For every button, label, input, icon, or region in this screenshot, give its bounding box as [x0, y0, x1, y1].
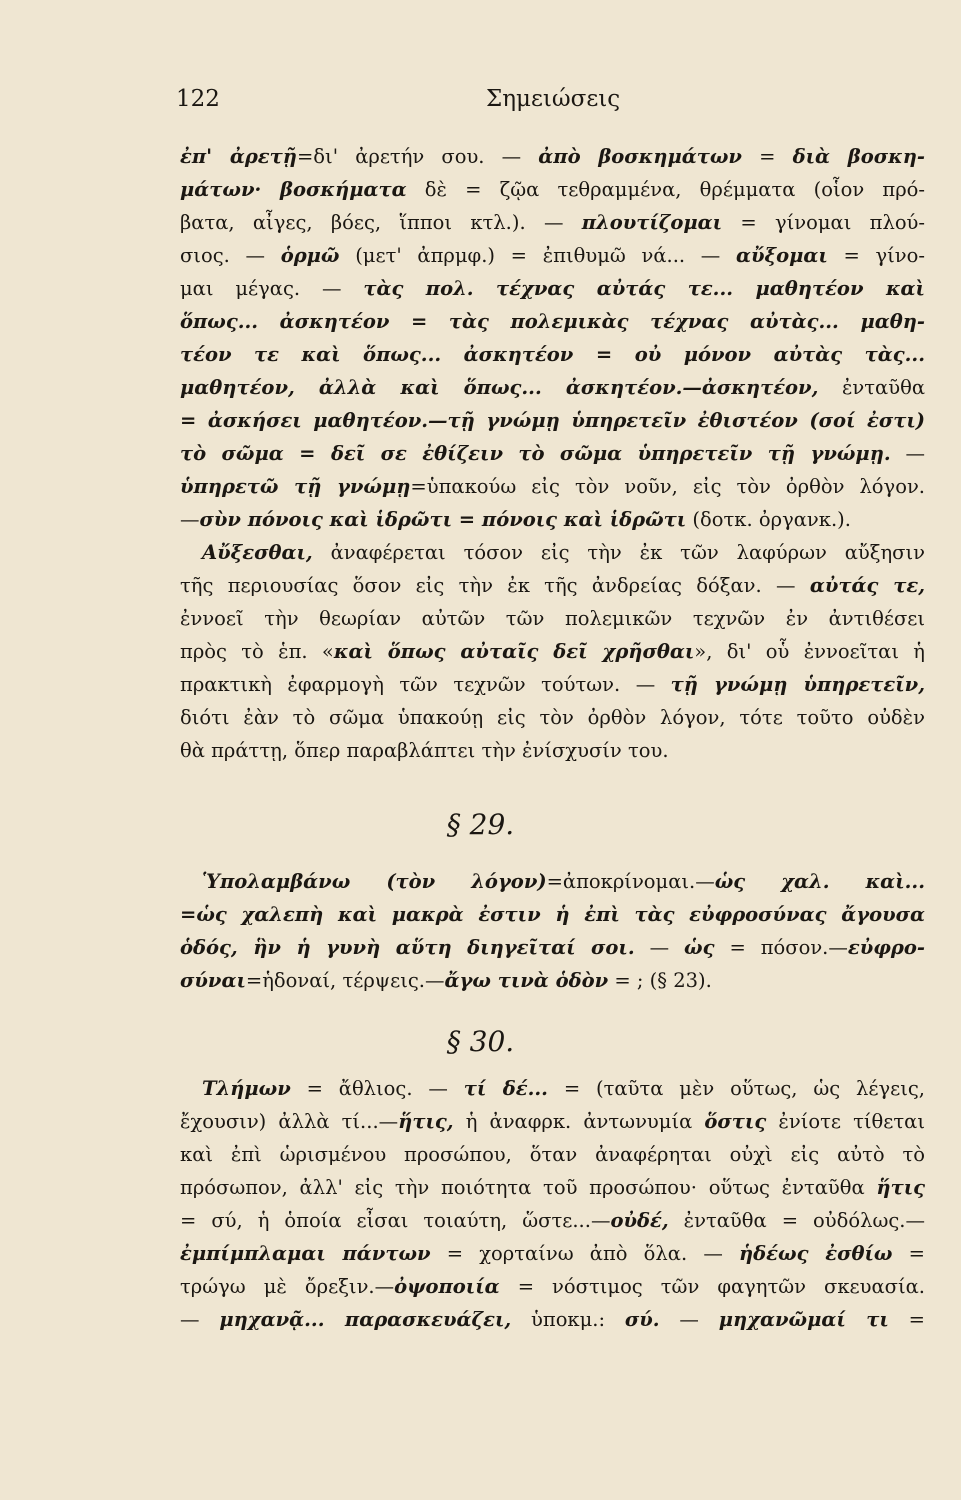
plain-text: = ἄθλιος. —: [290, 1077, 464, 1100]
text-line: [180, 865, 925, 898]
section-heading-29: § 29.: [446, 808, 515, 841]
plain-text: πρὸς τὸ ἑπ. «: [180, 640, 334, 663]
plain-text: ἡ ἀναφρκ. ἀντωνυμία: [453, 1110, 705, 1133]
emphasized-term: μηχανῶμαί τι: [718, 1308, 889, 1331]
notes-paragraph-30: [180, 1072, 925, 1336]
emphasized-term: πλουτίζομαι: [581, 211, 723, 234]
emphasized-term: = ἀσκήσει μαθητέον.—τῇ γνώμῃ ὑπηρετεῖν ἐθιστέον (σοί ἐστι): [180, 409, 925, 432]
emphasized-term: σύ.: [624, 1308, 660, 1331]
emphasized-term: μάτων· βοσκήματα: [180, 178, 407, 201]
emphasized-term: ἥτις,: [398, 1110, 454, 1133]
plain-text: =ἡδοναί, τέρψεις.—: [245, 969, 445, 992]
plain-text: ἐνταῦθα = οὐδόλως.—: [668, 1209, 925, 1232]
text-line: [180, 1138, 925, 1171]
emphasized-term: =ὡς χαλεπὴ καὶ μακρὰ ἐστιν ἡ ἐπὶ τὰς εὐφροσύνας ἄγουσα: [180, 903, 925, 926]
text-line: [180, 338, 925, 371]
plain-text: καὶ ἐπὶ ὡρισμένου προσώπου, ὅταν ἀναφέρηται οὐχὶ εἰς αὐτὸ τὸ: [180, 1143, 925, 1166]
text-line: [180, 470, 925, 503]
emphasized-term: Αὔξεσθαι,: [202, 541, 313, 564]
plain-text: —: [890, 442, 925, 465]
plain-text: θὰ πράττῃ, ὅπερ παραβλάπτει τὴν ἐνίσχυσίν του.: [180, 739, 669, 762]
emphasized-term: ὡς: [684, 936, 715, 959]
emphasized-term: Ὑπολαμβάνω (τὸν λόγον): [202, 870, 547, 893]
plain-text: = γίνομαι πλού-: [722, 211, 925, 234]
text-line: [180, 536, 925, 569]
plain-text: =: [888, 1308, 925, 1331]
notes-paragraph-28: [180, 140, 925, 767]
emphasized-term: ὁρμῶ: [280, 244, 340, 267]
plain-text: βατα, αἶγες, βόες, ἵπποι κτλ.). —: [180, 211, 582, 234]
plain-text: », δι' οὗ ἐννοεῖται ἡ: [694, 640, 925, 663]
plain-text: (μετ' ἀπρμφ.) = ἐπιθυμῶ νά... —: [339, 244, 736, 267]
running-header: [0, 86, 961, 122]
running-title: Σημειώσεις: [486, 86, 621, 112]
plain-text: πρακτικὴ ἐφαρμογὴ τῶν τεχνῶν τούτων. —: [180, 673, 671, 696]
text-line: [180, 1204, 925, 1237]
emphasized-term: ἡδέως ἐσθίω: [738, 1242, 893, 1265]
emphasized-term: Τλήμων: [202, 1077, 291, 1100]
text-line: [180, 931, 925, 964]
emphasized-term: ὅπως... ἀσκητέον = τὰς πολεμικὰς τέχνας αὐτὰς... μαθη-: [180, 310, 925, 333]
plain-text: πρόσωπον, ἀλλ' εἰς τὴν ποιότητα τοῦ προσώπου· οὕτως ἐνταῦθα: [180, 1176, 877, 1199]
emphasized-term: ὁδός, ἣν ἡ γυνὴ αὕτη διηγεῖταί σοι.: [180, 936, 635, 959]
plain-text: μαι μέγας. —: [180, 277, 364, 300]
emphasized-term: μαθητέον, ἀλλὰ καὶ ὅπως... ἀσκητέον.—ἀσκητέον,: [180, 376, 819, 399]
text-line: [180, 1237, 925, 1270]
text-line: [180, 668, 925, 701]
text-line: [180, 404, 925, 437]
plain-text: ἀναφέρεται τόσον εἰς τὴν ἐκ τῶν λαφύρων αὔξησιν: [312, 541, 925, 564]
plain-text: τρώγω μὲ ὄρεξιν.—: [180, 1275, 395, 1298]
text-line: [180, 1105, 925, 1138]
emphasized-term: σύναι: [180, 969, 246, 992]
emphasized-term: ὡς χαλ. καὶ...: [714, 870, 925, 893]
text-line: [180, 1171, 925, 1204]
plain-text: —: [659, 1308, 719, 1331]
text-line: [180, 206, 925, 239]
plain-text: δὲ = ζῷα τεθραμμένα, θρέμματα (οἷον πρό-: [406, 178, 925, 201]
plain-text: =δι' ἀρετήν σου. —: [296, 145, 539, 168]
emphasized-term: αὐτάς τε,: [809, 574, 925, 597]
emphasized-term: αὔξομαι: [735, 244, 828, 267]
emphasized-term: τί δέ...: [463, 1077, 548, 1100]
plain-text: = πόσον.—: [714, 936, 848, 959]
plain-text: = σύ, ἡ ὁποία εἶσαι τοιαύτη, ὥστε...—: [180, 1209, 611, 1232]
plain-text: —: [634, 936, 685, 959]
plain-text: = νόστιμος τῶν φαγητῶν σκευασία.: [499, 1275, 925, 1298]
plain-text: σιος. —: [180, 244, 281, 267]
emphasized-term: ἀπὸ βοσκημάτων: [538, 145, 742, 168]
text-line: [180, 140, 925, 173]
page-number: 122: [176, 86, 220, 112]
plain-text: ἐνταῦθα: [818, 376, 925, 399]
plain-text: ἐνίοτε τίθεται: [766, 1110, 925, 1133]
text-line: [180, 1072, 925, 1105]
text-line: [180, 305, 925, 338]
text-line: [180, 734, 925, 767]
emphasized-term: ἄγω τινὰ ὁδὸν: [444, 969, 609, 992]
plain-text: διότι ἐὰν τὸ σῶμα ὑπακούῃ εἰς τὸν ὀρθὸν λόγον, τότε τοῦτο οὐδὲν: [180, 706, 925, 729]
plain-text: —: [180, 1308, 220, 1331]
text-line: [180, 1303, 925, 1336]
emphasized-term: ἥτις: [876, 1176, 925, 1199]
notes-paragraph-29: [180, 865, 925, 997]
emphasized-term: ὅστις: [704, 1110, 767, 1133]
plain-text: τῆς περιουσίας ὅσον εἰς τὴν ἐκ τῆς ἀνδρείας δόξαν. —: [180, 574, 810, 597]
plain-text: ὑποκμ.:: [511, 1308, 625, 1331]
emphasized-term: ἐπ' ἀρετῇ: [180, 145, 297, 168]
emphasized-term: μηχανᾷ... παρασκευάζει,: [219, 1308, 512, 1331]
emphasized-term: τῇ γνώμῃ ὑπηρετεῖν,: [670, 673, 925, 696]
plain-text: =ὑπακούω εἰς τὸν νοῦν, εἰς τὸν ὀρθὸν λόγον.: [410, 475, 925, 498]
plain-text: —: [180, 508, 200, 531]
plain-text: =: [741, 145, 793, 168]
text-line: [180, 239, 925, 272]
text-line: [180, 569, 925, 602]
plain-text: = γίνο-: [827, 244, 925, 267]
emphasized-term: σὺν πόνοις καὶ ἱδρῶτι = πόνοις καὶ ἱδρῶτι: [199, 508, 687, 531]
section-heading-30: § 30.: [446, 1025, 515, 1058]
plain-text: ἔχουσιν) ἀλλὰ τί...—: [180, 1110, 399, 1133]
text-line: [180, 371, 925, 404]
plain-text: (δοτκ. ὀργανκ.).: [686, 508, 851, 531]
text-line: [180, 1270, 925, 1303]
emphasized-term: τὸ σῶμα = δεῖ σε ἐθίζειν τὸ σῶμα ὑπηρετεῖν τῇ γνώμῃ.: [180, 442, 891, 465]
emphasized-term: εὐφρο-: [847, 936, 925, 959]
text-line: [180, 173, 925, 206]
text-line: [180, 635, 925, 668]
emphasized-term: ἐμπίμπλαμαι πάντων: [180, 1242, 431, 1265]
text-line: [180, 503, 925, 536]
plain-text: = (ταῦτα μὲν οὕτως, ὡς λέγεις,: [547, 1077, 925, 1100]
plain-text: = χορταίνω ἀπὸ ὅλα. —: [430, 1242, 739, 1265]
emphasized-term: καὶ ὅπως αὐταῖς δεῖ χρῆσθαι: [333, 640, 695, 663]
emphasized-term: ὑπηρετῶ τῇ γνώμῃ: [180, 475, 411, 498]
text-line: [180, 602, 925, 635]
emphasized-term: τέον τε καὶ ὅπως... ἀσκητέον = οὐ μόνον αὐτὰς τὰς...: [180, 343, 925, 366]
emphasized-term: τὰς πολ. τέχνας αὐτάς τε... μαθητέον καὶ: [363, 277, 925, 300]
emphasized-term: οὐδέ,: [610, 1209, 669, 1232]
emphasized-term: ὀψοποιία: [394, 1275, 500, 1298]
emphasized-term: διὰ βοσκη-: [792, 145, 925, 168]
plain-text: =: [892, 1242, 925, 1265]
text-line: [180, 437, 925, 470]
text-line: [180, 272, 925, 305]
plain-text: = ; (§ 23).: [608, 969, 712, 992]
plain-text: =ἀποκρίνομαι.—: [546, 870, 715, 893]
text-line: [180, 898, 925, 931]
text-line: [180, 701, 925, 734]
plain-text: ἐννοεῖ τὴν θεωρίαν αὐτῶν τῶν πολεμικῶν τεχνῶν ἐν ἀντιθέσει: [180, 607, 925, 630]
text-line: [180, 964, 925, 997]
